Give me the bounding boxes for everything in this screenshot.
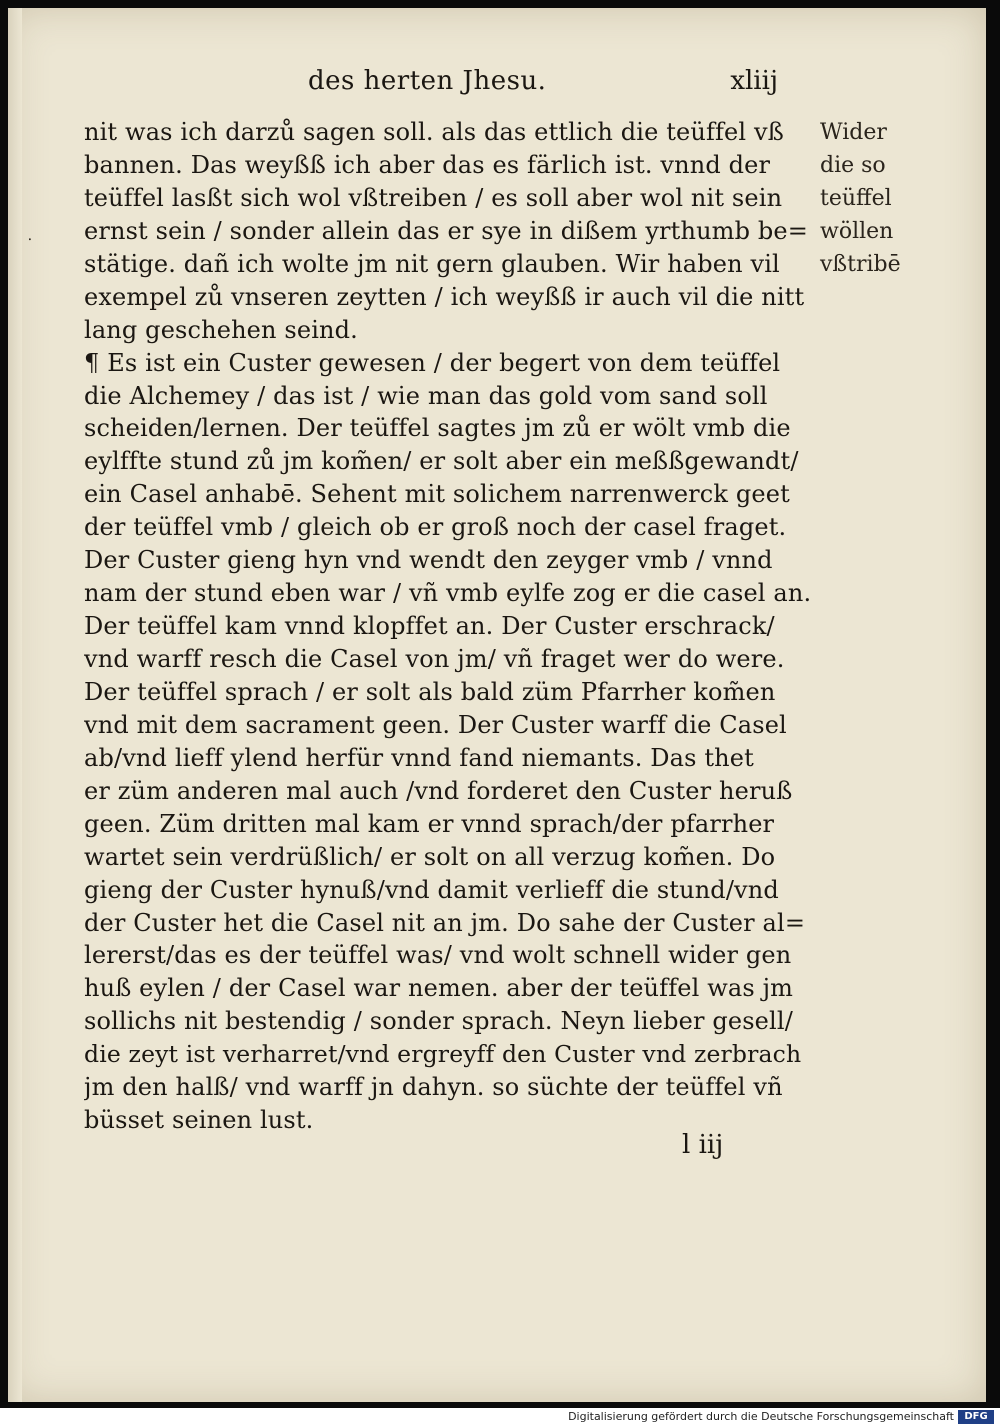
text-line: wartet sein verdrüßlich/ er solt on all verzug kom̃en. Do: [84, 842, 776, 871]
marginal-line: Wider: [820, 120, 887, 145]
text-line: lererst/das es der teüffel was/ vnd wolt schnell wider gen: [84, 941, 792, 970]
text-line: gieng der Custer hynuß/vnd damit verlieff die stund/vnd: [84, 875, 779, 904]
text-line: ernst sein / sonder allein das er sye in dißem yrthumb be=: [84, 216, 809, 245]
footer-strip: [0, 1408, 1000, 1427]
footer-credit: Digitalisierung gefördert durch die Deutsche Forschungsgemeinschaft: [568, 1410, 954, 1423]
text-line: nam der stund eben war / vñ vmb eylfe zog er die casel an.: [84, 579, 812, 608]
text-line: Der teüffel sprach / er solt als bald züm Pfarrher kom̃en: [84, 677, 776, 706]
text-line: vnd warff resch die Casel von jm/ vñ fraget wer do were.: [84, 645, 785, 673]
signature-mark: l iij: [682, 1130, 724, 1160]
text-line: bannen. Das weyßß ich aber das es färlich ist. vnnd der: [84, 150, 771, 179]
marginal-note: [820, 116, 920, 281]
text-line: Der teüffel kam vnnd klopffet an. Der Custer erschrack/: [84, 612, 775, 641]
book-page: [8, 8, 986, 1402]
text-line: scheiden/lernen. Der teüffel sagtes jm zů er wölt vmb die: [84, 414, 791, 443]
text-line: sollichs nit bestendig / sonder sprach. Neyn lieber gesell/: [84, 1007, 793, 1036]
text-line: ein Casel anhabē. Sehent mit solichem narrenwerck geet: [84, 480, 790, 509]
text-line: geen. Züm dritten mal kam er vnnd sprach/der pfarrher: [84, 809, 775, 838]
marginal-line: vßtribē: [820, 252, 901, 277]
marginal-line: teüffel: [820, 186, 892, 211]
text-line: der Custer het die Casel nit an jm. Do sahe der Custer al=: [84, 908, 806, 937]
text-line: lang geschehen seind.: [84, 315, 358, 344]
text-line: exempel zů vnseren zeytten / ich weyßß ir auch vil die nitt: [84, 282, 805, 311]
page-gutter: [8, 8, 22, 1402]
marginal-line: wöllen: [820, 219, 894, 244]
ink-mark: ⸱: [28, 232, 32, 248]
main-text-block: [84, 116, 814, 1137]
text-line: stätige. dañ ich wolte jm nit gern glauben. Wir haben vil: [84, 249, 780, 278]
text-line: Der Custer gieng hyn vnd wendt den zeyger vmb / vnnd: [84, 546, 773, 575]
marginal-line: die so: [820, 153, 886, 178]
text-line: der teüffel vmb / gleich ob er groß noch der casel fraget.: [84, 513, 787, 542]
dfg-logo: DFG: [958, 1410, 994, 1424]
text-line: jm den halß/ vnd warff jn dahyn. so süchte der teüffel vñ: [84, 1073, 783, 1102]
text-line: vnd mit dem sacrament geen. Der Custer warff die Casel: [84, 710, 787, 739]
text-line: ab/vnd lieff ylend herfür vnnd fand niemants. Das thet: [84, 743, 754, 772]
text-line: die Alchemey / das ist / wie man das gold vom sand soll: [84, 381, 768, 410]
running-title: des herten Jhesu.: [308, 66, 547, 96]
text-line: teüffel lasßt sich wol vßtreiben / es soll aber wol nit sein: [84, 183, 783, 212]
text-line: nit was ich darzů sagen soll. als das ettlich die teüffel vß: [84, 118, 784, 146]
folio-number: xliij: [730, 66, 778, 96]
text-line: büsset seinen lust.: [84, 1106, 314, 1135]
text-line: ¶ Es ist ein Custer gewesen / der begert von dem teüffel: [84, 348, 781, 377]
text-line: er züm anderen mal auch /vnd forderet den Custer heruß: [84, 776, 793, 805]
text-line: eylffte stund zů jm kom̃en/ er solt aber ein meßßgewandt/: [84, 447, 799, 476]
text-line: huß eylen / der Casel war nemen. aber der teüffel was jm: [84, 974, 794, 1003]
text-line: die zeyt ist verharret/vnd ergreyff den Custer vnd zerbrach: [84, 1040, 802, 1069]
page-header: [308, 66, 778, 106]
